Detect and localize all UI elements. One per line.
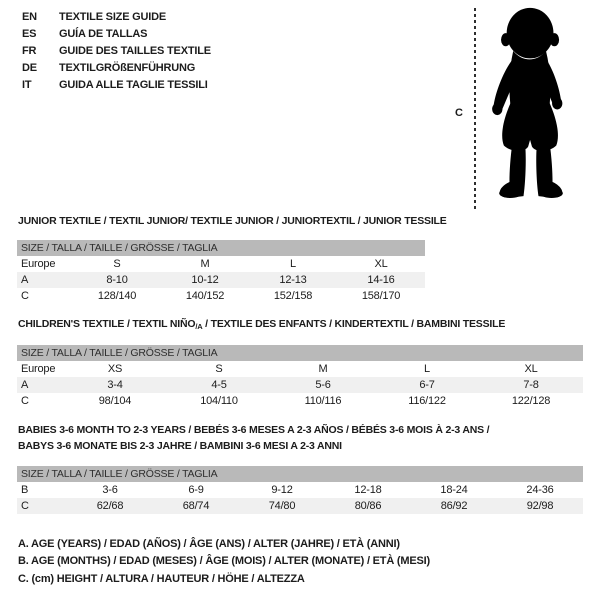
height-cell: 68/74 [182, 500, 210, 512]
size-cell: S [215, 363, 223, 375]
junior-size-table [17, 240, 425, 304]
row-label: A [21, 274, 29, 286]
language-code: IT [22, 79, 32, 91]
age-cell: 5-6 [315, 379, 331, 391]
children-size-table [17, 345, 583, 409]
age-cell: 4-5 [211, 379, 227, 391]
row-label: B [21, 484, 29, 496]
age-cell: 6-7 [419, 379, 435, 391]
months-cell: 24-36 [526, 484, 554, 496]
size-cell: XS [107, 363, 123, 375]
size-header-bar: SIZE / TALLA / TAILLE / GRÖSSE / TAGLIA [17, 345, 583, 361]
age-cell: 3-4 [107, 379, 123, 391]
height-cell: 140/152 [185, 290, 225, 302]
table-row-height [17, 498, 583, 514]
size-cell: XL [524, 363, 538, 375]
table-row-age [17, 377, 583, 393]
table-row-months [17, 482, 583, 498]
size-cell: L [290, 258, 296, 270]
height-measure-dotted-line [474, 8, 476, 210]
height-measure-label: C [455, 107, 463, 119]
size-header-bar: SIZE / TALLA / TAILLE / GRÖSSE / TAGLIA [17, 240, 425, 256]
height-cell: 98/104 [98, 395, 132, 407]
table-row-height [17, 393, 583, 409]
height-cell: 104/110 [200, 395, 238, 407]
language-label: TEXTILGRÖßENFÜHRUNG [59, 62, 196, 74]
months-cell: 12-18 [354, 484, 382, 496]
language-code: ES [22, 28, 37, 40]
children-section-title [18, 318, 505, 331]
height-cell: 116/122 [408, 395, 446, 407]
language-label: GUIDE DES TAILLES TEXTILE [59, 45, 211, 57]
language-row-de [22, 60, 211, 77]
row-label: Europe [21, 363, 56, 375]
language-row-en [22, 9, 211, 26]
size-cell: M [318, 363, 328, 375]
language-label: GUÍA DE TALLAS [59, 28, 148, 40]
legend-age-years: A. AGE (YEARS) / EDAD (AÑOS) / ÂGE (ANS) / ALTER (JAHRE) / ETÀ (ANNI) [18, 538, 400, 550]
row-label: A [21, 379, 29, 391]
baby-silhouette [484, 6, 578, 212]
language-label: TEXTILE SIZE GUIDE [59, 11, 167, 23]
months-cell: 3-6 [102, 484, 118, 496]
language-row-it [22, 77, 211, 94]
language-row-es [22, 26, 211, 43]
height-cell: 122/128 [511, 395, 551, 407]
height-cell: 92/98 [526, 500, 554, 512]
junior-section-title: JUNIOR TEXTILE / TEXTIL JUNIOR/ TEXTILE JUNIOR / JUNIORTEXTIL / JUNIOR TESSILE [18, 215, 447, 227]
age-cell: 10-12 [191, 274, 219, 286]
age-cell: 8-10 [106, 274, 128, 286]
language-code: DE [22, 62, 37, 74]
language-label: GUIDA ALLE TAGLIE TESSILI [59, 79, 208, 91]
size-cell: M [200, 258, 210, 270]
height-cell: 128/140 [97, 290, 137, 302]
legend-height-cm: C. (cm) HEIGHT / ALTURA / HAUTEUR / HÖHE / ALTEZZA [18, 572, 305, 585]
height-cell: 86/92 [440, 500, 468, 512]
table-row-europe [17, 256, 425, 272]
language-code: EN [22, 11, 37, 23]
age-cell: 14-16 [367, 274, 395, 286]
height-cell: 110/116 [304, 395, 342, 407]
height-cell: 74/80 [268, 500, 296, 512]
language-list [22, 9, 211, 94]
table-row-height [17, 288, 425, 304]
row-label: C [21, 290, 29, 302]
children-title-part: / TEXTILE DES ENFANTS / KINDERTEXTIL / BAMBINI TESSILE [202, 318, 506, 330]
legend [18, 536, 430, 588]
size-cell: S [113, 258, 121, 270]
months-cell: 18-24 [440, 484, 468, 496]
legend-age-months: B. AGE (MONTHS) / EDAD (MESES) / ÂGE (MOIS) / ALTER (MONATE) / ETÀ (MESI) [18, 555, 430, 568]
months-cell: 6-9 [188, 484, 204, 496]
months-cell: 9-12 [271, 484, 293, 496]
row-label: Europe [21, 258, 56, 270]
height-cell: 152/158 [273, 290, 313, 302]
language-row-fr [22, 43, 211, 60]
babies-section-title-line2: BABYS 3-6 MONATE BIS 2-3 JAHRE / BAMBINI 3-6 MESI A 2-3 ANNI [18, 440, 342, 452]
table-row-age [17, 272, 425, 288]
babies-size-table [17, 466, 583, 514]
row-label: C [21, 500, 29, 512]
height-cell: 62/68 [96, 500, 124, 512]
row-label: C [21, 395, 29, 407]
size-cell: L [424, 363, 430, 375]
size-cell: XL [374, 258, 388, 270]
children-title-part: CHILDREN'S TEXTILE / TEXTIL NIÑO [18, 318, 196, 330]
children-title-subscript: /A [195, 322, 203, 331]
language-code: FR [22, 45, 37, 57]
size-header-bar: SIZE / TALLA / TAILLE / GRÖSSE / TAGLIA [17, 466, 583, 482]
table-row-europe [17, 361, 583, 377]
height-cell: 158/170 [361, 290, 401, 302]
age-cell: 12-13 [279, 274, 307, 286]
height-cell: 80/86 [354, 500, 382, 512]
age-cell: 7-8 [523, 379, 539, 391]
babies-section-title-line1: BABIES 3-6 MONTH TO 2-3 YEARS / BEBÉS 3-6 MESES A 2-3 AÑOS / BÉBÉS 3-6 MOIS À 2-3 ANS / [18, 424, 490, 436]
